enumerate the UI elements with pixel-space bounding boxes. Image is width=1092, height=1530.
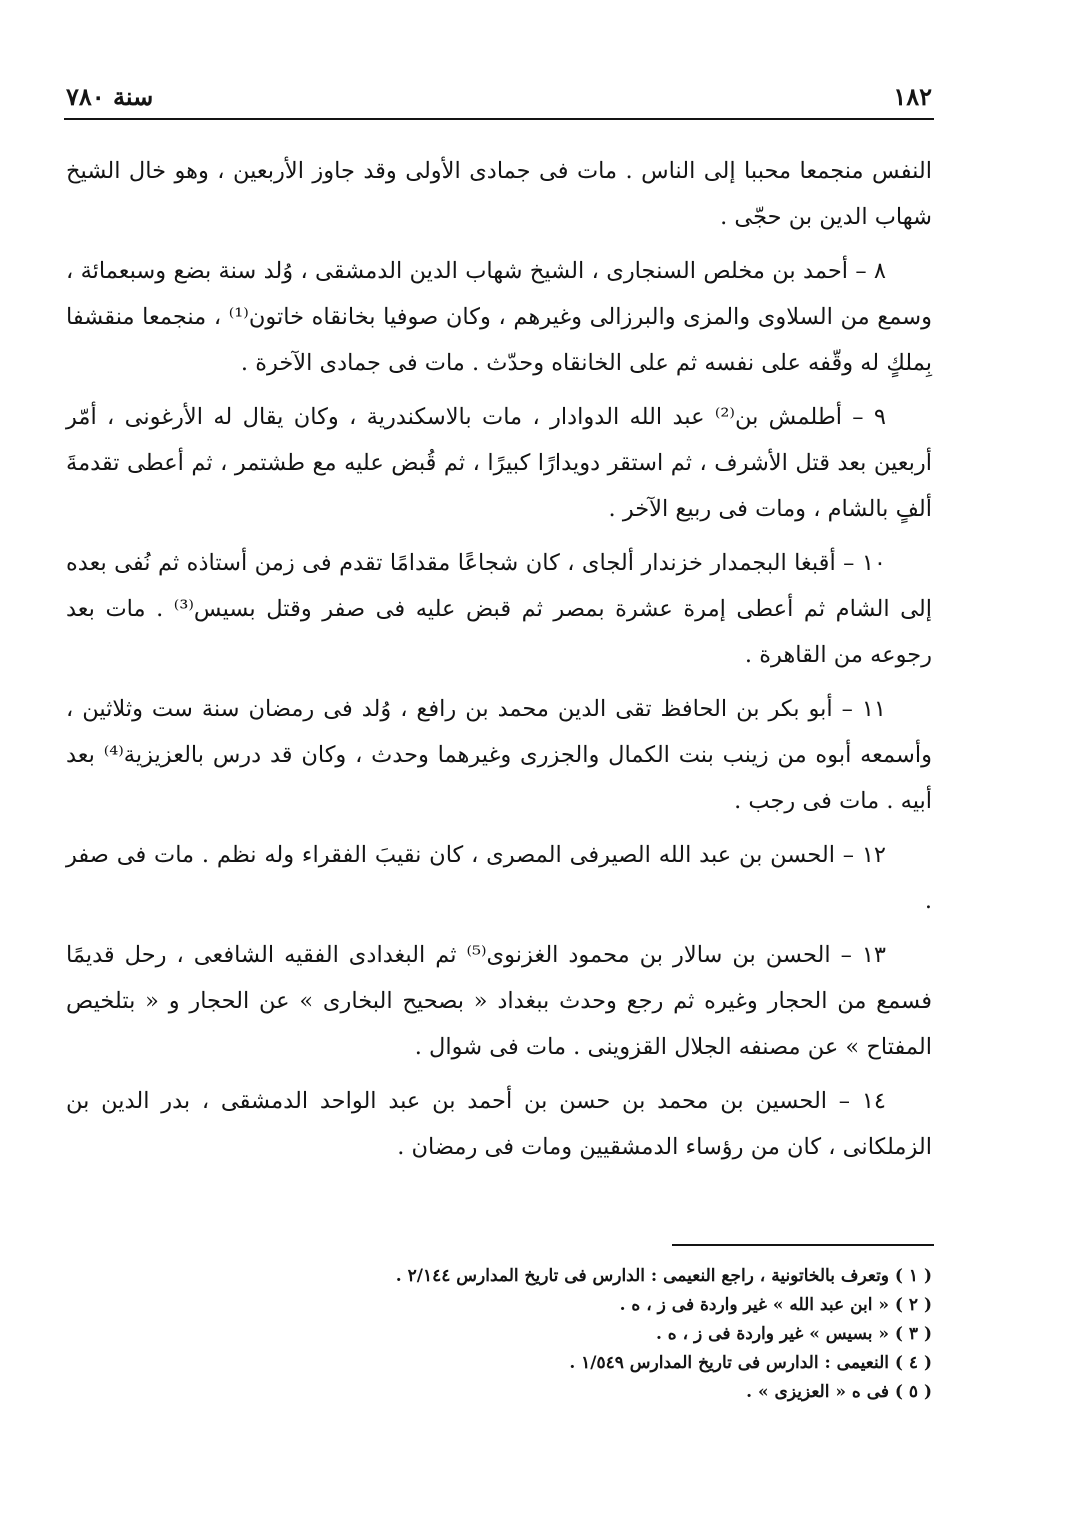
paragraph-continuation: النفس منجمعا محببا إلى الناس . مات فى جمادى الأولى وقد جاوز الأربعين ، وهو خال الشيخ شهاب الدين بن حجّى .	[66, 158, 932, 230]
header-rule	[64, 118, 934, 120]
footnote-rule	[672, 1244, 934, 1246]
footnote-2: ( ٢ ) « ابن عبد الله » غير واردة فى ز ، ه .	[619, 1295, 932, 1315]
entry-10: ١٠ – أقبغا البجمدار خزندار ألجاى ، كان شجاعًا مقدامًا تقدم فى زمن أستاذه ثم نُفى بعده إلى الشام ثم أعطى إمرة عشرة بمصر ثم قبض عليه فى صفر وقتل بسيس⁽³⁾ . مات بعد رجوعه من القاهرة .	[66, 550, 932, 668]
footnote-5: ( ٥ ) فى ه « العزيزى » .	[746, 1382, 932, 1402]
entry-14: ١٤ – الحسين بن محمد بن حسن بن أحمد بن عبد الواحد الدمشقى ، بدر الدين بن الزملكانى ، كان من رؤساء الدمشقيين ومات فى رمضان .	[66, 1088, 932, 1160]
year-heading: سنة ٧٨٠	[66, 82, 154, 111]
footnotes	[200, 1262, 932, 1407]
page-number: ١٨٢	[893, 82, 932, 111]
running-header	[66, 82, 932, 116]
entry-8: ٨ – أحمد بن مخلص السنجارى ، الشيخ شهاب الدين الدمشقى ، وُلد سنة بضع وسبعمائة ، وسمع من السلاوى والمزى والبرزالى وغيرهم ، وكان صوفيا بخانقاه خاتون⁽¹⁾ ، منجمعا منقشفا بِملكٍ له وقّفه على نفسه ثم على الخانقاه وحدّث . مات فى جمادى الآخرة .	[66, 258, 932, 376]
entry-13: ١٣ – الحسن بن سالار بن محمود الغزنوى⁽⁵⁾ ثم البغدادى الفقيه الشافعى ، رحل قديمًا فسمع من الحجار وغيره ثم رجع وحدث ببغداد « بصحيح البخارى » عن الحجار و « بتلخيص المفتاح » عن مصنفه الجلال القزوينى . مات فى شوال .	[66, 942, 932, 1060]
footnote-4: ( ٤ ) النعيمى : الدارس فى تاريخ المدارس ١/٥٤٩ .	[569, 1353, 932, 1373]
entry-12: ١٢ – الحسن بن عبد الله الصيرفى المصرى ، كان نقيبَ الفقراء وله نظم . مات فى صفر .	[66, 842, 932, 914]
entry-9: ٩ – أطلمش بن⁽²⁾ عبد الله الدوادار ، مات بالاسكندرية ، وكان يقال له الأرغونى ، أمّر أربعين بعد قتل الأشرف ، ثم استقر دويدارًا كبيرًا ، ثم قُبض عليه مع طشتمر ، ثم أعطى تقدمةَ ألفٍ بالشام ، ومات فى ربيع الآخر .	[66, 404, 932, 522]
entry-11: ١١ – أبو بكر بن الحافظ تقى الدين محمد بن رافع ، وُلد فى رمضان سنة ست وثلاثين ، وأسمعه أبوه من زينب بنت الكمال والجزرى وغيرهما وحدث ، وكان قد درس بالعزيزية⁽⁴⁾ بعد أبيه . مات فى رجب .	[66, 696, 933, 814]
footnote-1: ( ١ ) وتعرف بالخاتونية ، راجع النعيمى : الدارس فى تاريخ المدارس ٢/١٤٤ .	[395, 1266, 932, 1286]
main-text	[66, 148, 932, 1178]
footnote-3: ( ٣ ) « بسيس » غير واردة فى ز ، ه .	[655, 1324, 932, 1344]
